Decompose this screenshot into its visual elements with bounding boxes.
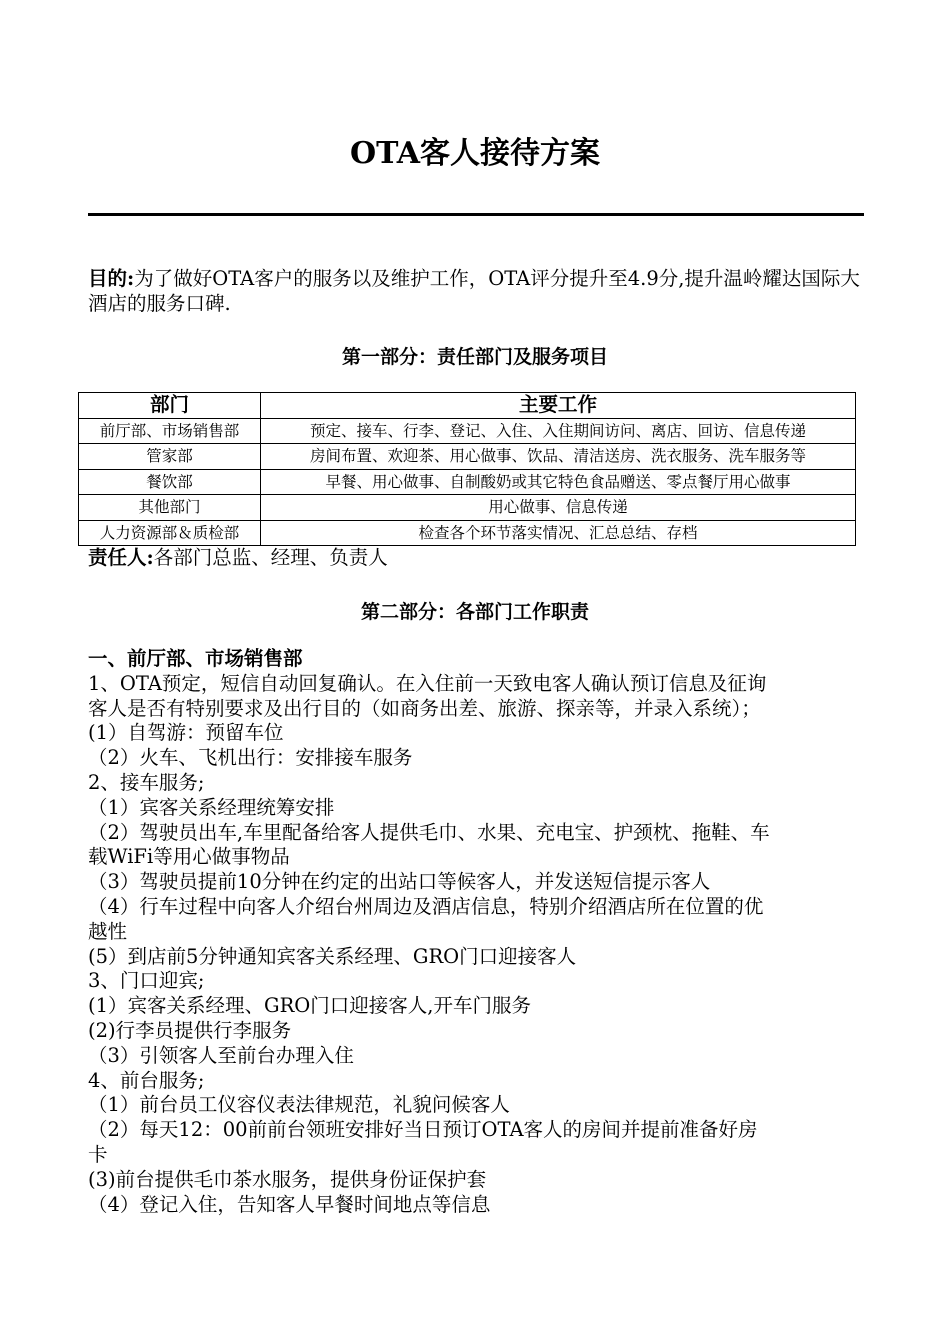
body-line: (1）自驾游：预留车位 [88, 721, 284, 745]
table-cell-main-work: 检查各个环节落实情况、汇总总结、存档 [261, 520, 856, 546]
table-row [79, 495, 856, 521]
table-header-department: 部门 [79, 393, 261, 419]
body-line: （2）驾驶员出车,车里配备给客人提供毛巾、水果、充电宝、护颈枕、拖鞋、车 [88, 820, 770, 844]
department-table [78, 392, 856, 546]
body-line: (1）宾客关系经理、GRO门口迎接客人,开车门服务 [88, 994, 531, 1018]
responsible-text: 各部门总监、经理、负责人 [153, 546, 388, 569]
part2-body [88, 647, 864, 1217]
table-cell-main-work: 早餐、用心做事、自制酸奶或其它特色食品赠送、零点餐厅用心做事 [261, 469, 856, 495]
table-cell-department: 前厅部、市场销售部 [79, 418, 261, 444]
body-line: 载WiFi等用心做事物品 [88, 845, 290, 869]
body-line: （4）登记入住，告知客人早餐时间地点等信息 [88, 1192, 491, 1216]
body-line: （3）引领客人至前台办理入住 [88, 1043, 354, 1067]
table-cell-department: 餐饮部 [79, 469, 261, 495]
table-header-main-work: 主要工作 [261, 393, 856, 419]
body-line: (5）到店前5分钟通知宾客关系经理、GRO门口迎接客人 [88, 944, 577, 968]
table-cell-main-work: 用心做事、信息传递 [261, 495, 856, 521]
part1-heading: 第一部分：责任部门及服务项目 [341, 346, 608, 368]
table-row [79, 520, 856, 546]
title-divider [88, 213, 864, 216]
table-cell-department: 其他部门 [79, 495, 261, 521]
responsible-label: 责任人: [88, 546, 154, 569]
table-row [79, 469, 856, 495]
table-row [79, 444, 856, 470]
table-cell-department: 管家部 [79, 444, 261, 470]
body-line: （2）每天12：00前前台领班安排好当日预订OTA客人的房间并提前准备好房 [88, 1118, 758, 1142]
body-line: 卡 [88, 1142, 108, 1166]
table-header-row [79, 393, 856, 419]
responsible-persons [88, 545, 388, 571]
purpose-label: 目的: [88, 267, 135, 290]
body-line: （2）火车、飞机出行：安排接车服务 [88, 746, 413, 770]
body-line: 客人是否有特别要求及出行目的（如商务出差、旅游、探亲等，并录入系统）； [88, 696, 761, 720]
body-line: （3）驾驶员提前10分钟在约定的出站口等候客人，并发送短信提示客人 [88, 870, 711, 894]
body-line: 2、接车服务; [88, 770, 205, 794]
body-line: 越性 [88, 919, 128, 943]
body-line: (2)行李员提供行李服务 [88, 1018, 292, 1042]
body-line: 4、前台服务; [88, 1068, 205, 1092]
table-row [79, 418, 856, 444]
table-cell-department: 人力资源部＆质检部 [79, 520, 261, 546]
document-title: OTA客人接待方案 [349, 136, 601, 171]
body-line: （1）宾客关系经理统筹安排 [88, 795, 335, 819]
body-line: 1、OTA预定，短信自动回复确认。在入住前一天致电客人确认预订信息及征询 [88, 671, 767, 695]
table-cell-main-work: 预定、接车、行李、登记、入住、入住期间访问、离店、回访、信息传递 [261, 418, 856, 444]
body-line: （1）前台员工仪容仪表法律规范，礼貌问候客人 [88, 1093, 510, 1117]
purpose-text: 为了做好OTA客户的服务以及维护工作，OTA评分提升至4.9分,提升温岭耀达国际大酒店的服务口碑. [88, 267, 860, 315]
table-cell-main-work: 房间布置、欢迎茶、用心做事、饮品、清洁送房、洗衣服务、洗车服务等 [261, 444, 856, 470]
body-line: （4）行车过程中向客人介绍台州周边及酒店信息，特别介绍酒店所在位置的优 [88, 894, 764, 918]
purpose-paragraph [88, 266, 864, 316]
body-line: 3、门口迎宾; [88, 969, 205, 993]
part2-heading: 第二部分：各部门工作职责 [360, 601, 589, 623]
body-line: (3)前台提供毛巾茶水服务，提供身份证保护套 [88, 1167, 487, 1191]
section-heading: 一、前厅部、市场销售部 [88, 647, 303, 670]
